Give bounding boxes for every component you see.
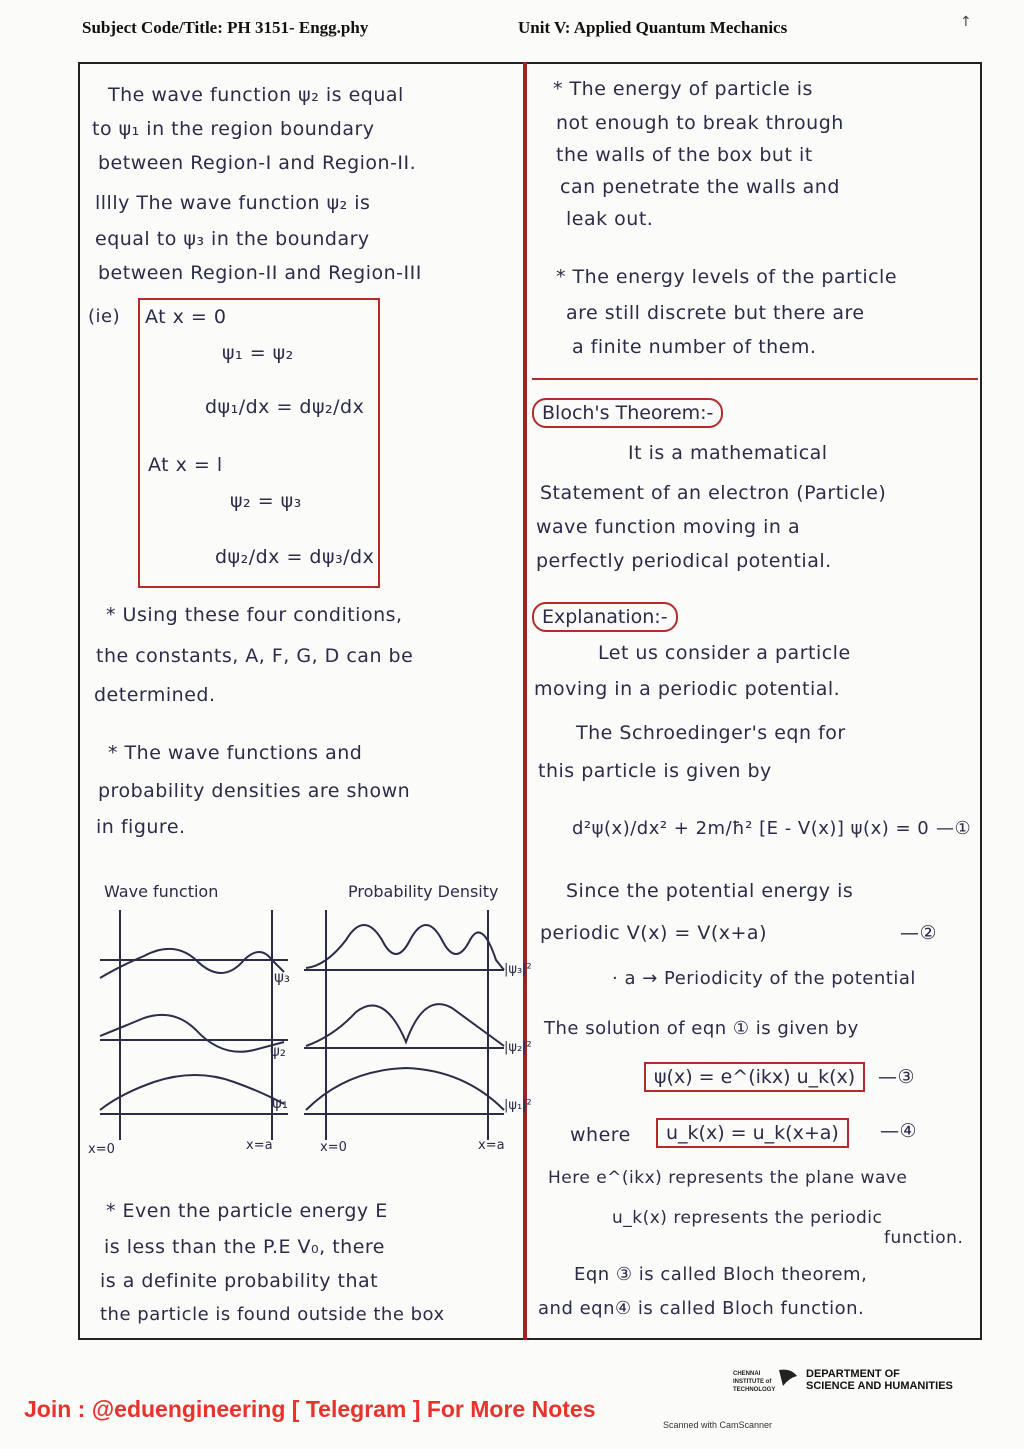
boundary-eq4: dψ₂/dx = dψ₃/dx xyxy=(215,546,375,568)
left-para1-line: lllly The wave function ψ₂ is xyxy=(95,192,371,214)
periodic-line: Since the potential energy is xyxy=(566,880,854,902)
left-para1-line: between Region-I and Region-II. xyxy=(98,152,417,174)
explanation-heading: Explanation:- xyxy=(532,602,678,632)
eq3-number: —③ xyxy=(878,1066,916,1088)
schrodinger-equation: d²ψ(x)/dx² + 2m/ħ² [E - V(x)] ψ(x) = 0 xyxy=(572,818,930,839)
boundary-eq2: dψ₁/dx = dψ₂/dx xyxy=(205,396,365,418)
left-para4-line: * Even the particle energy E xyxy=(106,1200,388,1222)
here-line: Eqn ③ is called Bloch theorem, xyxy=(574,1264,868,1285)
boundary-at-x0: At x = 0 xyxy=(145,306,227,328)
right-para2-line: are still discrete but there are xyxy=(566,302,865,324)
explanation-line: Let us consider a particle xyxy=(598,642,851,664)
bloch-function-equation: u_k(x) = u_k(x+a) xyxy=(656,1118,849,1148)
here-line: Here e^(ikx) represents the plane wave xyxy=(548,1168,908,1188)
explanation-line: The Schroedinger's eqn for xyxy=(576,722,846,744)
explanation-line: this particle is given by xyxy=(538,760,772,782)
scanner-watermark: Scanned with CamScanner xyxy=(663,1420,773,1430)
here-line: and eqn④ is called Bloch function. xyxy=(538,1298,865,1319)
periodic-line: periodic V(x) = V(x+a) xyxy=(540,922,767,944)
left-para4-line: is less than the P.E V₀, there xyxy=(104,1236,385,1258)
boundary-eq1: ψ₁ = ψ₂ xyxy=(222,342,294,364)
section-divider xyxy=(532,378,978,380)
bloch-text-line: Statement of an electron (Particle) xyxy=(540,482,887,504)
left-para1-line: to ψ₁ in the region boundary xyxy=(92,118,375,140)
subject-title: Subject Code/Title: PH 3151- Engg.phy xyxy=(82,18,369,37)
periodicity-note: · a → Periodicity of the potential xyxy=(612,968,916,989)
institute-logo xyxy=(733,1366,799,1394)
right-para1-line: not enough to break through xyxy=(556,112,844,134)
solution-line: The solution of eqn ① is given by xyxy=(544,1018,859,1039)
wave-function-title: Wave function xyxy=(104,882,219,901)
right-para1-line: * The energy of particle is xyxy=(553,78,813,100)
bloch-text-line: perfectly periodical potential. xyxy=(536,550,832,572)
where-label: where xyxy=(570,1124,631,1146)
left-para1-line: between Region-II and Region-III xyxy=(98,262,422,284)
prob2-label: |ψ₂|² xyxy=(504,1040,532,1055)
prob2-curve xyxy=(306,1004,504,1046)
psi2-label: ψ₂ xyxy=(270,1042,286,1060)
svg-text:CHENNAI: CHENNAI xyxy=(733,1371,761,1377)
prob1-curve xyxy=(306,1068,504,1110)
left-para4-line: the particle is found outside the box xyxy=(100,1304,445,1325)
psi2-curve xyxy=(100,1015,284,1052)
left-para2-line: the constants, A, F, G, D can be xyxy=(96,645,414,667)
x0-label: x=0 xyxy=(88,1142,115,1157)
dept-line2: SCIENCE AND HUMANITIES xyxy=(806,1380,953,1392)
xa-label-prob: x=a xyxy=(478,1138,505,1153)
eq2-number: —② xyxy=(900,922,938,944)
unit-title: Unit V: Applied Quantum Mechanics xyxy=(518,18,788,37)
prob1-label: |ψ₁|² xyxy=(504,1098,532,1113)
wave-function-figure xyxy=(84,900,524,1160)
left-para1-line: The wave function ψ₂ is equal xyxy=(108,84,404,106)
left-para1-line: equal to ψ₃ in the boundary xyxy=(95,228,370,250)
left-para2-line: determined. xyxy=(94,684,216,706)
probability-density-title: Probability Density xyxy=(348,882,499,901)
bloch-theorem-equation: ψ(x) = e^(ikx) u_k(x) xyxy=(644,1062,865,1092)
psi1-curve xyxy=(100,1075,284,1110)
left-para2-line: * Using these four conditions, xyxy=(106,604,403,626)
x0-label-prob: x=0 xyxy=(320,1140,347,1155)
eq1-number: —① xyxy=(936,818,972,839)
right-para1-line: the walls of the box but it xyxy=(556,144,813,166)
prob3-curve xyxy=(306,925,504,970)
left-para4-line: is a definite probability that xyxy=(100,1270,379,1292)
left-para3-line: probability densities are shown xyxy=(98,780,411,802)
department-label xyxy=(806,1368,953,1392)
psi3-curve xyxy=(100,949,284,978)
right-para1-line: leak out. xyxy=(566,208,654,230)
bloch-theorem-heading: Bloch's Theorem:- xyxy=(532,398,723,428)
eq4-number: —④ xyxy=(880,1120,918,1142)
svg-text:TECHNOLOGY: TECHNOLOGY xyxy=(733,1387,776,1393)
bloch-text-line: It is a mathematical xyxy=(628,442,828,464)
right-para2-line: * The energy levels of the particle xyxy=(556,266,898,288)
bloch-text-line: wave function moving in a xyxy=(536,516,801,538)
page-mark: ↑ xyxy=(960,14,972,30)
right-para2-line: a finite number of them. xyxy=(572,336,817,358)
right-para1-line: can penetrate the walls and xyxy=(560,176,840,198)
prob3-label: |ψ₃|² xyxy=(504,962,532,977)
here-line: u_k(x) represents the periodic xyxy=(612,1208,883,1228)
left-para3-line: * The wave functions and xyxy=(108,742,363,764)
boundary-at-xl: At x = l xyxy=(148,454,223,476)
dept-line1: DEPARTMENT OF xyxy=(806,1368,900,1380)
psi1-label: ψ₁ xyxy=(272,1094,288,1112)
xa-label: x=a xyxy=(246,1138,273,1153)
explanation-line: moving in a periodic potential. xyxy=(534,678,841,700)
svg-text:INSTITUTE of: INSTITUTE of xyxy=(733,1379,772,1385)
psi3-label: ψ₃ xyxy=(274,968,290,986)
ie-label: (ie) xyxy=(88,306,121,327)
here-line: function. xyxy=(884,1228,964,1248)
boundary-eq3: ψ₂ = ψ₃ xyxy=(230,490,302,512)
left-para3-line: in figure. xyxy=(96,816,186,838)
telegram-join-banner: Join : @eduengineering [ Telegram ] For More Notes xyxy=(24,1396,596,1422)
